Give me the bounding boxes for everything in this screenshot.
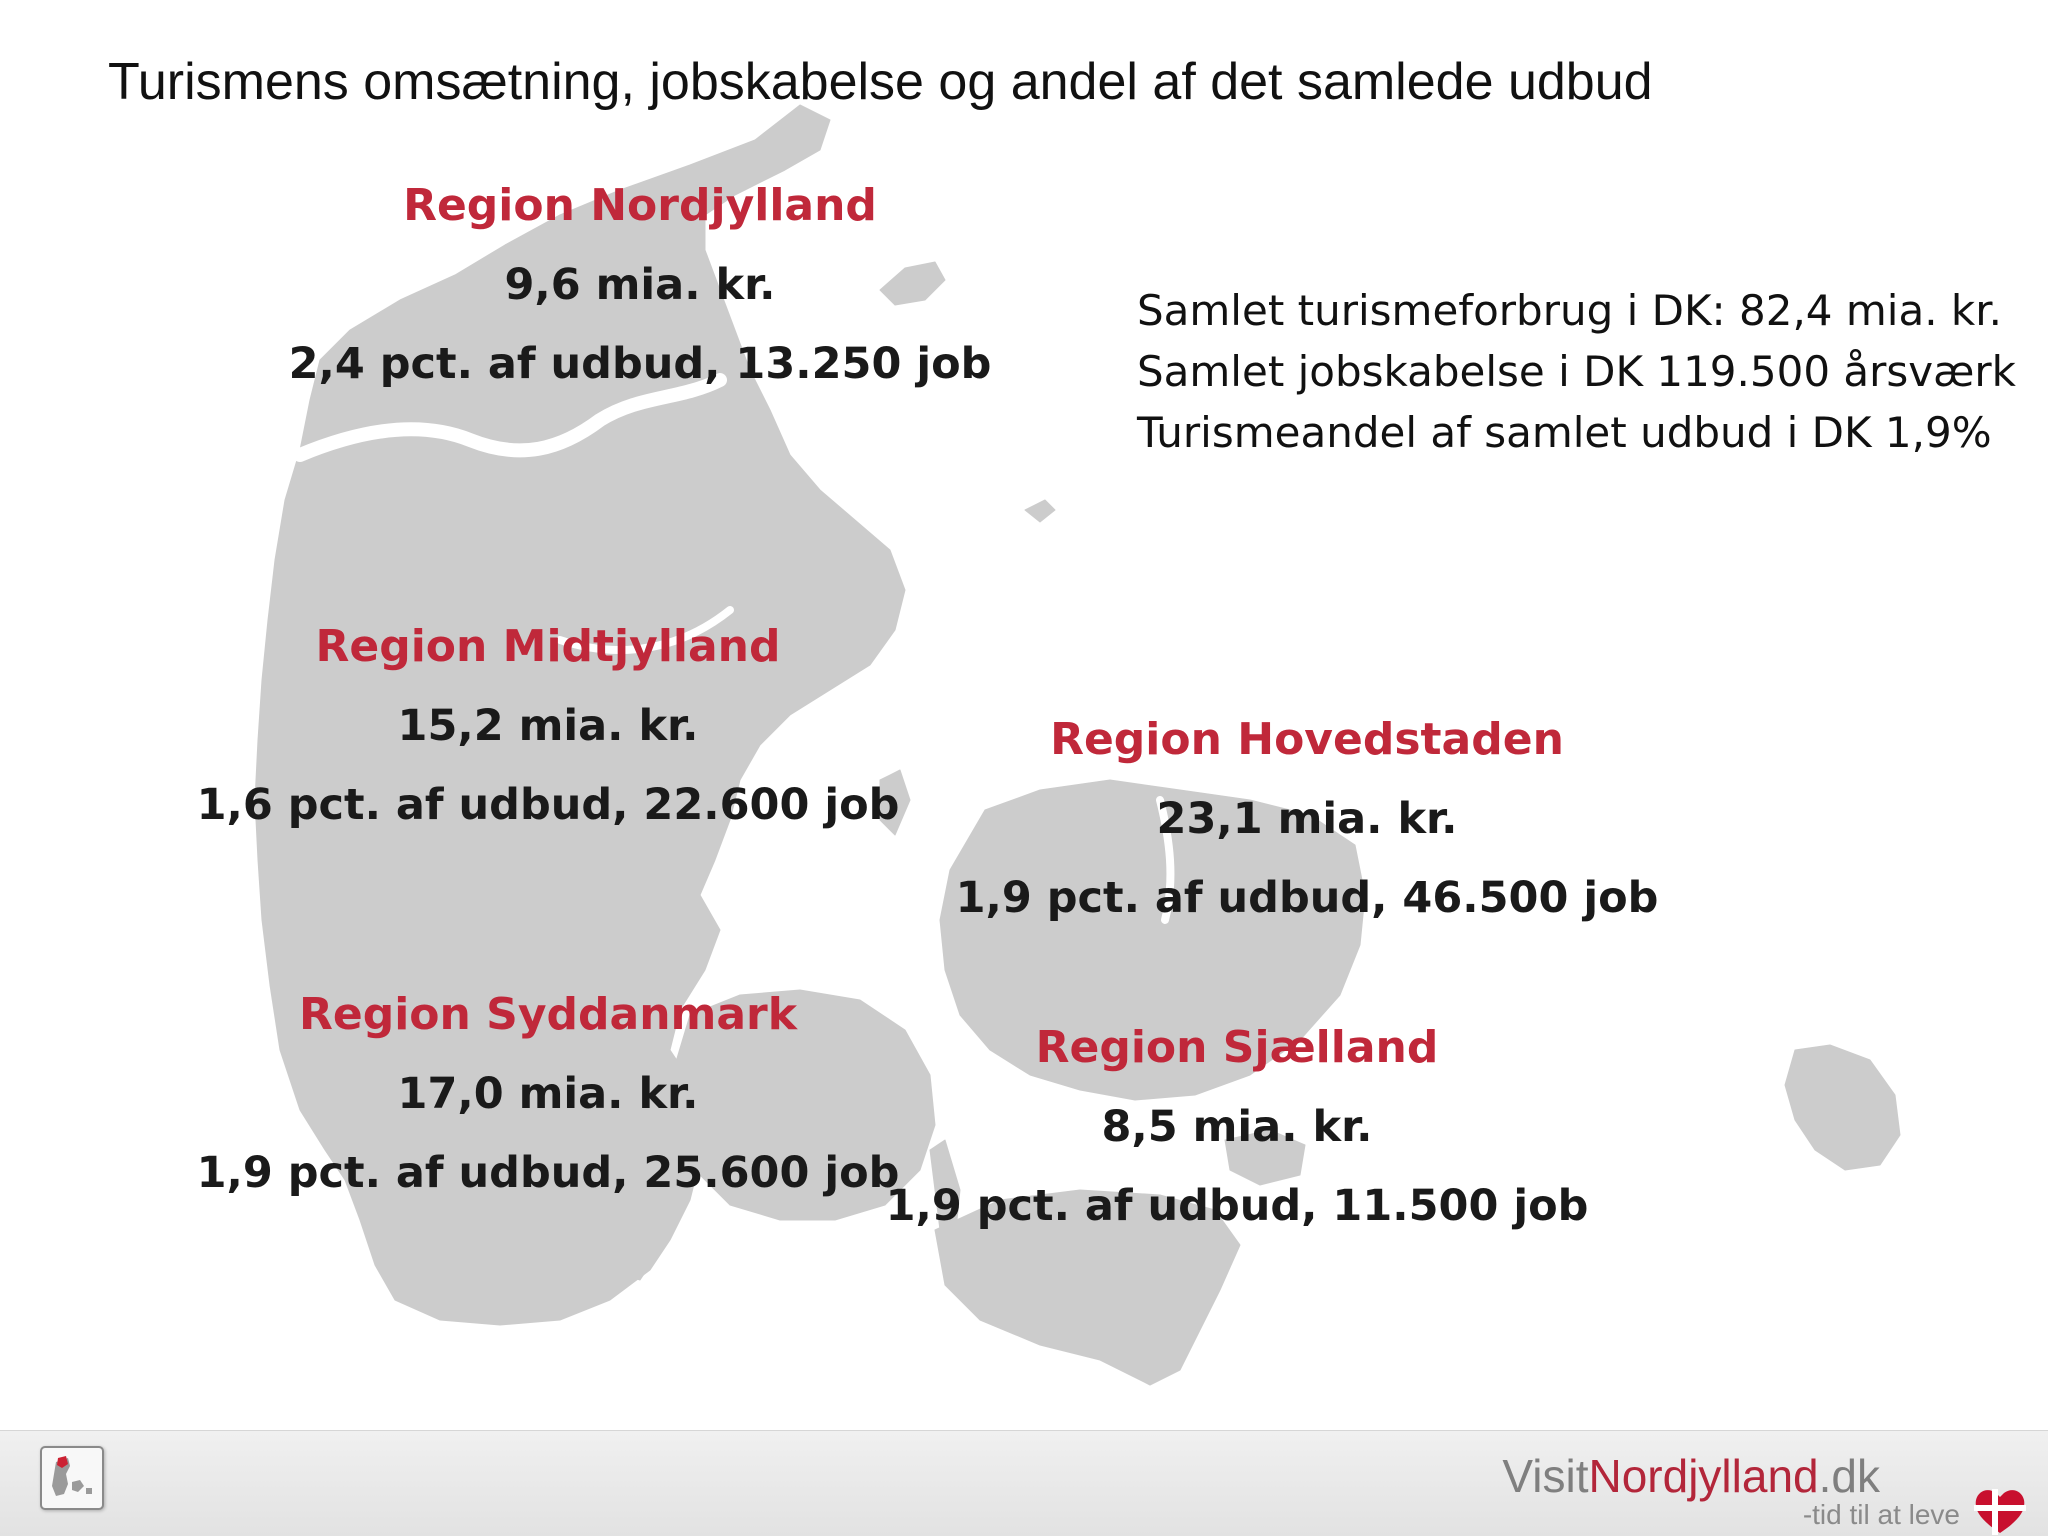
summary-tourism-share: Turismeandel af samlet udbud i DK 1,9%	[1137, 408, 1992, 457]
region-details: 1,9 pct. af udbud, 11.500 job	[885, 1181, 1589, 1231]
region-name: Region Midtjylland	[315, 621, 781, 672]
region-revenue: 23,1 mia. kr.	[1156, 794, 1458, 844]
region-nordjylland	[289, 166, 992, 404]
visitnordjylland-logo	[1502, 1449, 1880, 1503]
footer-bar	[0, 1430, 2048, 1536]
region-details: 2,4 pct. af udbud, 13.250 job	[288, 339, 992, 389]
brand-part-dk: .dk	[1818, 1450, 1880, 1502]
region-name: Region Nordjylland	[403, 180, 877, 231]
heart-flag-icon	[1972, 1485, 2028, 1536]
slide-title: Turismens omsætning, jobskabelse og andel af det samlede udbud	[108, 53, 1653, 111]
region-revenue: 8,5 mia. kr.	[1101, 1102, 1373, 1152]
home-nav-button[interactable]	[40, 1446, 104, 1510]
denmark-map-icon	[42, 1448, 102, 1508]
region-details: 1,9 pct. af udbud, 25.600 job	[196, 1148, 900, 1198]
region-midtjylland	[197, 607, 900, 845]
brand-part-visit: Visit	[1502, 1450, 1589, 1502]
brand-tagline: -tid til at leve	[1802, 1499, 1960, 1530]
region-details: 1,6 pct. af udbud, 22.600 job	[196, 780, 900, 830]
region-details: 1,9 pct. af udbud, 46.500 job	[955, 873, 1659, 923]
national-summary	[1137, 280, 2016, 463]
bornholm-landmass	[1785, 1045, 1900, 1170]
summary-total-jobs: Samlet jobskabelse i DK 119.500 årsværk	[1137, 347, 2016, 396]
region-revenue: 17,0 mia. kr.	[397, 1069, 699, 1119]
anholt-landmass	[1025, 500, 1055, 522]
region-revenue: 9,6 mia. kr.	[504, 260, 776, 310]
region-hovedstaden	[956, 700, 1659, 938]
region-revenue: 15,2 mia. kr.	[397, 701, 699, 751]
brand-part-nordjylland: Nordjylland	[1588, 1450, 1819, 1502]
region-name: Region Hovedstaden	[1050, 714, 1564, 765]
region-name: Region Syddanmark	[298, 989, 798, 1040]
region-syddanmark	[197, 975, 900, 1213]
region-sjaelland	[886, 1008, 1589, 1246]
summary-total-consumption: Samlet turismeforbrug i DK: 82,4 mia. kr.	[1137, 286, 2002, 335]
region-name: Region Sjælland	[1035, 1022, 1439, 1073]
